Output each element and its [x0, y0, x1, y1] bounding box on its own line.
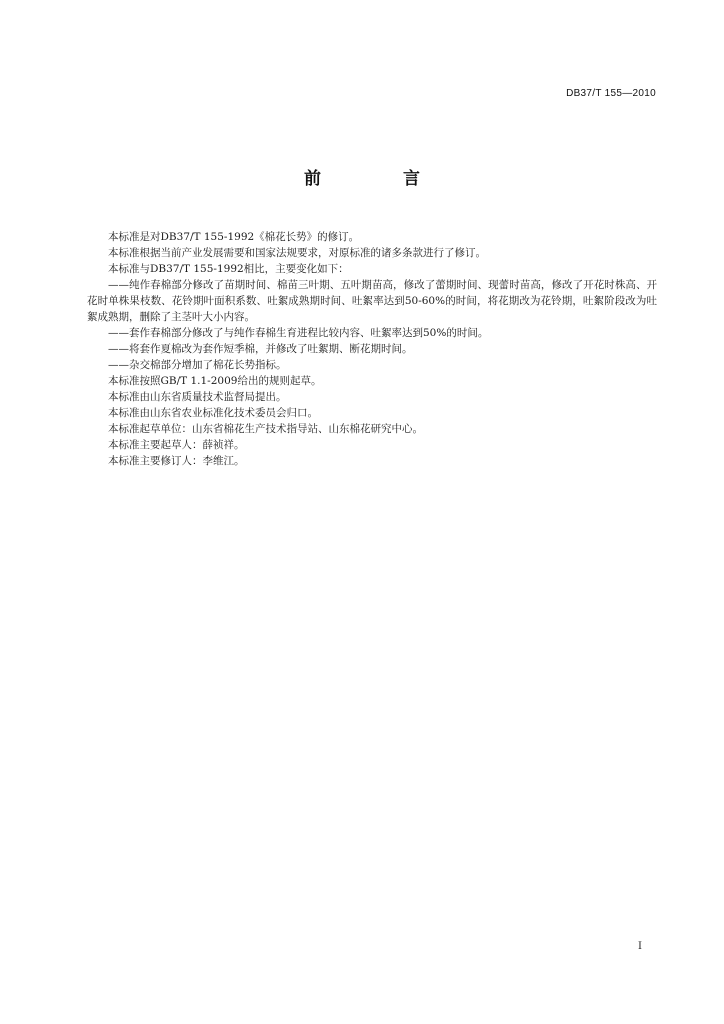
paragraph-drafting-rules: 本标准按照GB/T 1.1-2009给出的规则起草。 — [108, 375, 322, 387]
paragraph-changes-intro: 本标准与DB37/T 155-1992相比，主要变化如下： — [108, 263, 349, 275]
paragraph-proposer: 本标准由山东省质量技术监督局提出。 — [108, 391, 287, 403]
paragraph-revision-reason: 本标准根据当前产业发展需要和国家法规要求，对原标准的诸多条款进行了修订。 — [108, 247, 486, 259]
paragraph-main-reviser: 本标准主要修订人：李维江。 — [108, 455, 245, 467]
paragraph-change-spring-cotton: ——纯作春棉部分修改了苗期时间、棉苗三叶期、五叶期苗高，修改了蕾期时间、现蕾时苗高，修改了开花时株高、开花时单株果枝数、花铃期叶面积系数、吐絮成熟期时间、吐絮率达到50-60%的时间，将花期改为花铃期，吐絮阶段改为吐絮成熟期，删除了主茎叶大小内容。 — [87, 279, 657, 323]
paragraph-change-intercrop-spring: ——套作春棉部分修改了与纯作春棉生育进程比较内容、吐絮率达到50%的时间。 — [108, 327, 489, 339]
standard-code: DB37/T 155—2010 — [566, 88, 656, 99]
paragraph-drafting-units: 本标准起草单位：山东省棉花生产技术指导站、山东棉花研究中心。 — [108, 423, 423, 435]
paragraph-change-hybrid: ——杂交棉部分增加了棉花长势指标。 — [108, 359, 287, 371]
paragraph-change-intercrop-summer: ——将套作夏棉改为套作短季棉，并修改了吐絮期、断花期时间。 — [108, 343, 413, 355]
foreword-body — [87, 229, 657, 469]
page-number: I — [638, 941, 642, 952]
page-title: 前 言 — [304, 169, 458, 189]
paragraph-main-drafter: 本标准主要起草人：薛祯祥。 — [108, 439, 245, 451]
paragraph-revision-basis: 本标准是对DB37/T 155-1992《棉花长势》的修订。 — [108, 231, 360, 243]
paragraph-committee: 本标准由山东省农业标准化技术委员会归口。 — [108, 407, 318, 419]
